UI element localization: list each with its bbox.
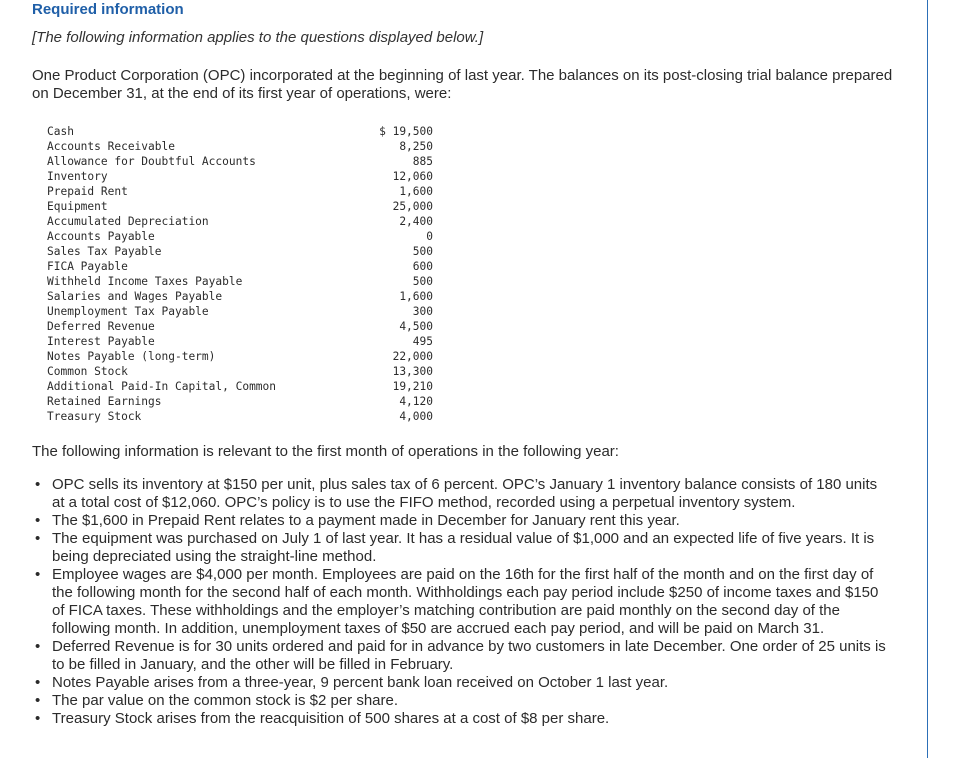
bullet-icon: • bbox=[35, 530, 41, 547]
account-balance: 1,600 bbox=[399, 185, 433, 198]
account-name: Additional Paid-In Capital, Common bbox=[47, 380, 277, 393]
account-balance: 2,400 bbox=[399, 215, 433, 228]
account-name: Accounts Receivable bbox=[47, 140, 175, 153]
list-item bbox=[32, 476, 892, 512]
account-balance: 4,500 bbox=[399, 320, 433, 333]
trial-balance-row bbox=[47, 154, 433, 169]
trial-balance-row bbox=[47, 169, 433, 184]
list-item-text: Treasury Stock arises from the reacquisition of 500 shares at a cost of $8 per share. bbox=[52, 710, 610, 727]
list-item bbox=[32, 638, 892, 674]
account-name: Deferred Revenue bbox=[47, 320, 155, 333]
account-name: Withheld Income Taxes Payable bbox=[47, 275, 243, 288]
trial-balance-row bbox=[47, 379, 433, 394]
account-name: Treasury Stock bbox=[47, 410, 142, 423]
account-name: Notes Payable (long-term) bbox=[47, 350, 216, 363]
account-balance: 0 bbox=[426, 230, 433, 243]
account-name: Sales Tax Payable bbox=[47, 245, 162, 258]
trial-balance-row bbox=[47, 229, 433, 244]
list-item-text: The $1,600 in Prepaid Rent relates to a payment made in December for January rent this year. bbox=[52, 512, 680, 529]
account-name: Salaries and Wages Payable bbox=[47, 290, 223, 303]
right-border-rule bbox=[927, 0, 928, 758]
trial-balance-row bbox=[47, 364, 433, 379]
list-item-text: The par value on the common stock is $2 per share. bbox=[52, 692, 399, 709]
account-balance: 1,600 bbox=[399, 290, 433, 303]
bullet-icon: • bbox=[35, 476, 41, 493]
account-balance: 25,000 bbox=[392, 200, 433, 213]
trial-balance-row bbox=[47, 349, 433, 364]
trial-balance-row bbox=[47, 259, 433, 274]
bullet-icon: • bbox=[35, 638, 41, 655]
trial-balance-row bbox=[47, 244, 433, 259]
list-item-text: OPC sells its inventory at $150 per unit, plus sales tax of 6 percent. OPC’s January 1 inventory balance consists of 180 units at a total cost of $12,060. OPC’s policy is to use the FIFO method, recorded using a perpetual inventory system. bbox=[52, 476, 878, 511]
account-name: Accounts Payable bbox=[47, 230, 155, 243]
account-balance: 4,120 bbox=[399, 395, 433, 408]
account-balance: 500 bbox=[412, 245, 433, 258]
trial-balance-row bbox=[47, 184, 433, 199]
list-item bbox=[32, 674, 892, 692]
list-item bbox=[32, 512, 892, 530]
trial-balance-row bbox=[47, 289, 433, 304]
list-item-text: Notes Payable arises from a three-year, 9 percent bank loan received on October 1 last year. bbox=[52, 674, 669, 691]
account-name: Prepaid Rent bbox=[47, 185, 128, 198]
relevant-info-intro: The following information is relevant to the first month of operations in the following year: bbox=[32, 443, 619, 460]
list-item-text: Employee wages are $4,000 per month. Employees are paid on the 16th for the first half of the month and on the first day of the following month for the second half of each month. Withholdings each pay period include $250 of income taxes and $150 of FICA taxes. These withholdings and the employer’s matching contribution are paid monthly on the second day of the following month. In addition, unemployment taxes of $50 are accrued each pay period, and will be paid on March 31. bbox=[52, 566, 879, 637]
account-balance: $ 19,500 bbox=[379, 125, 433, 138]
trial-balance-row bbox=[47, 199, 433, 214]
relevant-info-list bbox=[32, 476, 892, 728]
account-name: Common Stock bbox=[47, 365, 128, 378]
account-balance: 495 bbox=[412, 335, 433, 348]
account-balance: 22,000 bbox=[392, 350, 433, 363]
trial-balance-row bbox=[47, 274, 433, 289]
trial-balance-row bbox=[47, 394, 433, 409]
account-balance: 600 bbox=[412, 260, 433, 273]
account-name: Accumulated Depreciation bbox=[47, 215, 209, 228]
account-balance: 300 bbox=[412, 305, 433, 318]
account-name: Cash bbox=[47, 125, 74, 138]
list-item-text: Deferred Revenue is for 30 units ordered and paid for in advance by two customers in late December. One order of 25 units is to be filled in January, and the other will be filled in February. bbox=[52, 638, 886, 673]
trial-balance-row bbox=[47, 139, 433, 154]
bullet-icon: • bbox=[35, 692, 41, 709]
bullet-icon: • bbox=[35, 512, 41, 529]
account-balance: 885 bbox=[412, 155, 433, 168]
applies-note: [The following information applies to the questions displayed below.] bbox=[32, 29, 484, 46]
trial-balance-row bbox=[47, 214, 433, 229]
account-name: Interest Payable bbox=[47, 335, 155, 348]
account-balance: 13,300 bbox=[392, 365, 433, 378]
list-item-text: The equipment was purchased on July 1 of last year. It has a residual value of $1,000 and an expected life of five years. It is being depreciated using the straight-line method. bbox=[52, 530, 875, 565]
account-balance: 19,210 bbox=[392, 380, 433, 393]
trial-balance-row bbox=[47, 304, 433, 319]
trial-balance-row bbox=[47, 409, 433, 424]
account-name: Retained Earnings bbox=[47, 395, 162, 408]
account-name: FICA Payable bbox=[47, 260, 128, 273]
list-item bbox=[32, 566, 892, 638]
list-item bbox=[32, 530, 892, 566]
account-balance: 12,060 bbox=[392, 170, 433, 183]
account-balance: 500 bbox=[412, 275, 433, 288]
intro-paragraph: One Product Corporation (OPC) incorporated at the beginning of last year. The balances on its post-closing trial balance prepared on December 31, at the end of its first year of operations, were: bbox=[32, 67, 893, 102]
account-name: Inventory bbox=[47, 170, 108, 183]
bullet-icon: • bbox=[35, 710, 41, 727]
account-name: Unemployment Tax Payable bbox=[47, 305, 209, 318]
account-name: Equipment bbox=[47, 200, 108, 213]
trial-balance-row bbox=[47, 334, 433, 349]
trial-balance-table bbox=[47, 124, 433, 424]
bullet-icon: • bbox=[35, 674, 41, 691]
required-information-heading: Required information bbox=[32, 1, 184, 18]
account-balance: 4,000 bbox=[399, 410, 433, 423]
list-item bbox=[32, 710, 892, 728]
list-item bbox=[32, 692, 892, 710]
account-name: Allowance for Doubtful Accounts bbox=[47, 155, 256, 168]
bullet-icon: • bbox=[35, 566, 41, 583]
trial-balance-row bbox=[47, 319, 433, 334]
trial-balance-row bbox=[47, 124, 433, 139]
account-balance: 8,250 bbox=[399, 140, 433, 153]
